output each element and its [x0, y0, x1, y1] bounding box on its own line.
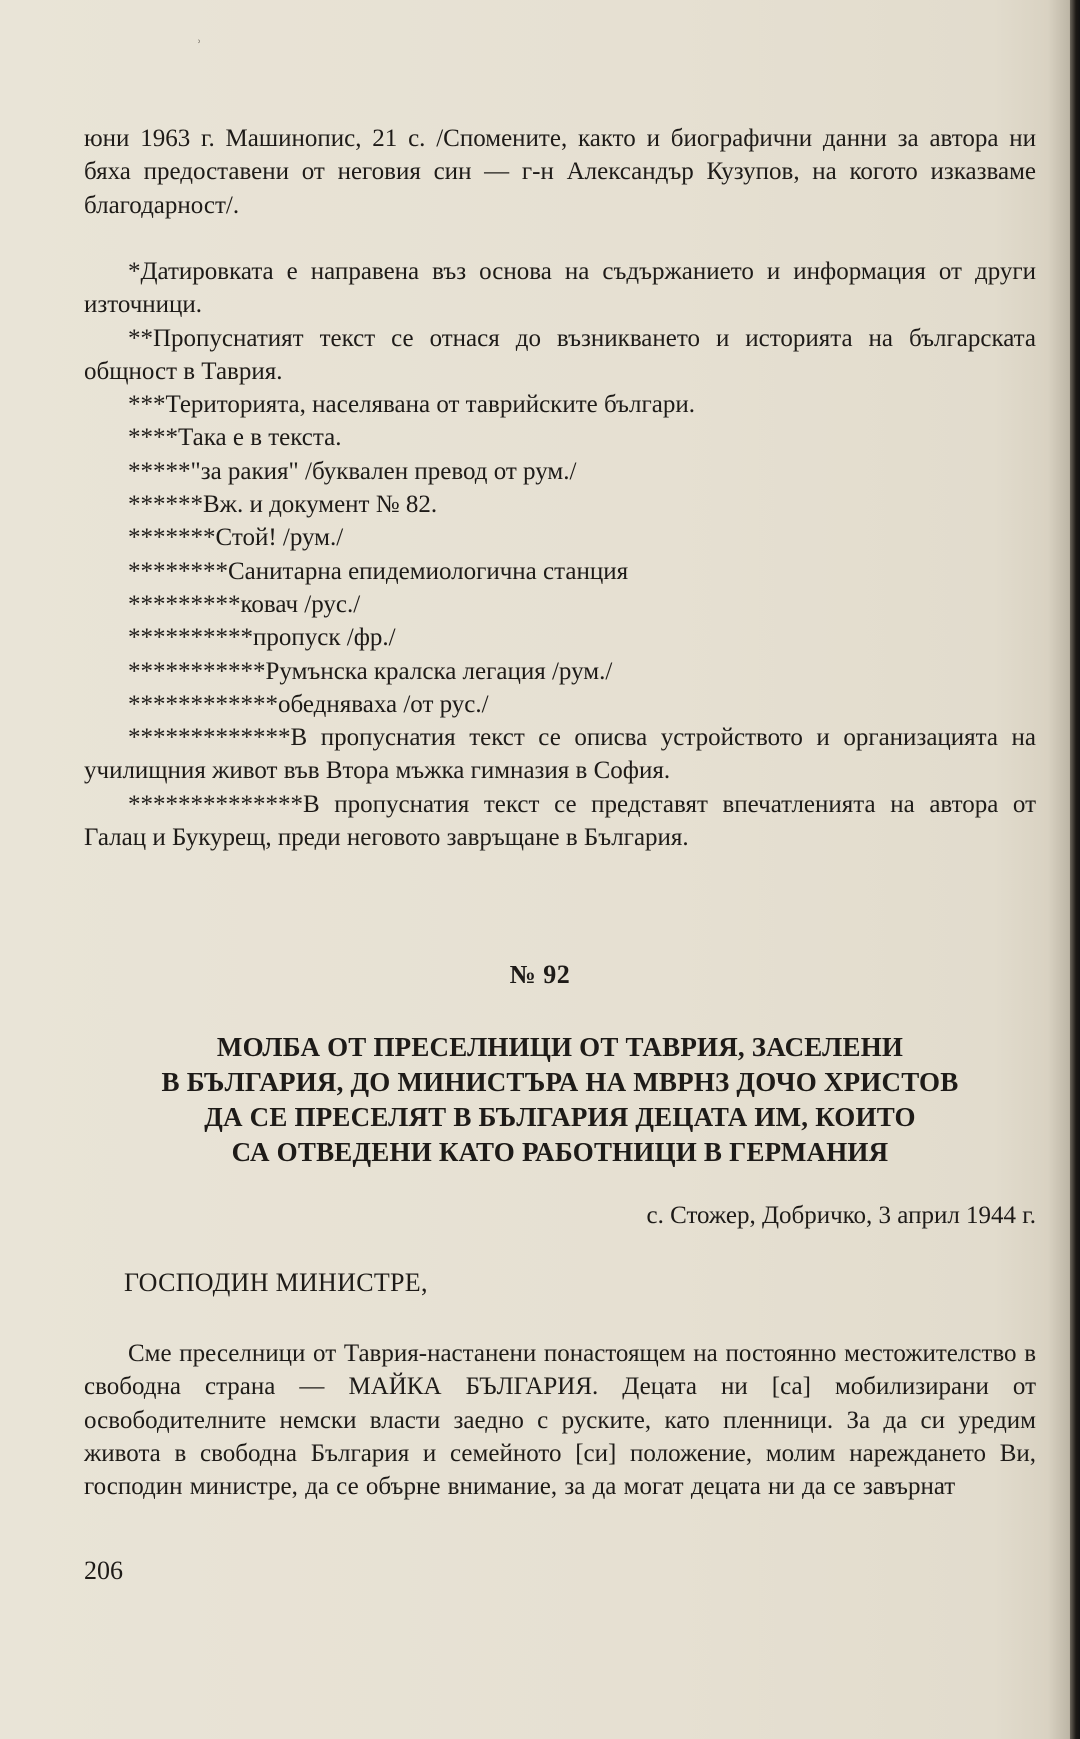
- document-number: № 92: [509, 960, 571, 989]
- intro-paragraph: юни 1963 г. Машинопис, 21 с. /Спомените, както и биографични данни за автора ни бяха предоставени от неговия син — г-н Александър Кузупов, на когото изказваме благодарност/.: [84, 125, 1036, 219]
- print-speck: ˒: [196, 28, 202, 48]
- salutation: ГОСПОДИН МИНИСТРЕ,: [124, 1268, 428, 1297]
- document-title-line: В БЪЛГАРИЯ, ДО МИНИСТЪРА НА МВРНЗ ДОЧО ХРИСТОВ: [161, 1067, 959, 1097]
- document-title-line: СА ОТВЕДЕНИ КАТО РАБОТНИЦИ В ГЕРМАНИЯ: [231, 1137, 889, 1167]
- intro-section: [84, 122, 1036, 222]
- footnote-5: *****"за ракия" /буквален превод от рум./: [128, 457, 577, 485]
- book-spine-shadow: [1070, 0, 1080, 1739]
- footnote-7: *******Стой! /рум./: [128, 524, 344, 552]
- document-title-line: МОЛБА ОТ ПРЕСЕЛНИЦИ ОТ ТАВРИЯ, ЗАСЕЛЕНИ: [216, 1032, 904, 1062]
- footnote-2: **Пропуснатият текст се отнася до възникването и историята на българската общност в Таврия.: [84, 324, 1036, 385]
- footnote-13: *************В пропуснатия текст се описва устройството и организацията на училищния живот във Втора мъжка гимназия в София.: [84, 724, 1036, 785]
- footnote-1: *Датировката е направена въз основа на съдържанието и информация от други източници.: [84, 258, 1036, 319]
- footnote-3: ***Територията, населявана от таврийските българи.: [128, 391, 695, 419]
- footnote-4: ****Така е в текста.: [128, 424, 342, 452]
- document-title: [84, 1030, 1036, 1170]
- footnote-12: ************обедняваха /от рус./: [128, 690, 489, 718]
- footnote-10: **********пропуск /фр./: [128, 624, 396, 652]
- place-and-date: с. Стожер, Добричко, 3 април 1944 г.: [646, 1202, 1036, 1229]
- footnote-14: **************В пропуснатия текст се представят впечатленията на автора от Галац и Букурещ, преди неговото завръщане в България.: [84, 790, 1036, 852]
- footnotes-section: [84, 255, 1036, 854]
- page-number: 206: [84, 1556, 123, 1585]
- letter-body-section: [84, 1337, 1036, 1503]
- footnote-9: *********ковач /рус./: [128, 590, 361, 618]
- footnote-8: ********Санитарна епидемиологична станция: [128, 557, 629, 585]
- footnote-6: ******Вж. и документ № 82.: [128, 491, 438, 519]
- footnote-11: ***********Румънска кралска легация /рум./: [128, 657, 613, 685]
- letter-body-paragraph: Сме преселници от Таврия-настанени понастоящем на постоянно местожителство в свободна страна — МАЙКА БЪЛГАРИЯ. Децата ни [са] мобилизирани от освободителните немски власти заедно с руските, като пленници. За да си уредим живота в свободна България и семейното [си] положение, молим нареждането Ви, господин министре, да се обърне внимание, за да могат децата ни да се завърнат: [84, 1340, 1036, 1501]
- document-title-line: ДА СЕ ПРЕСЕЛЯТ В БЪЛГАРИЯ ДЕЦАТА ИМ, КОИТО: [204, 1102, 916, 1132]
